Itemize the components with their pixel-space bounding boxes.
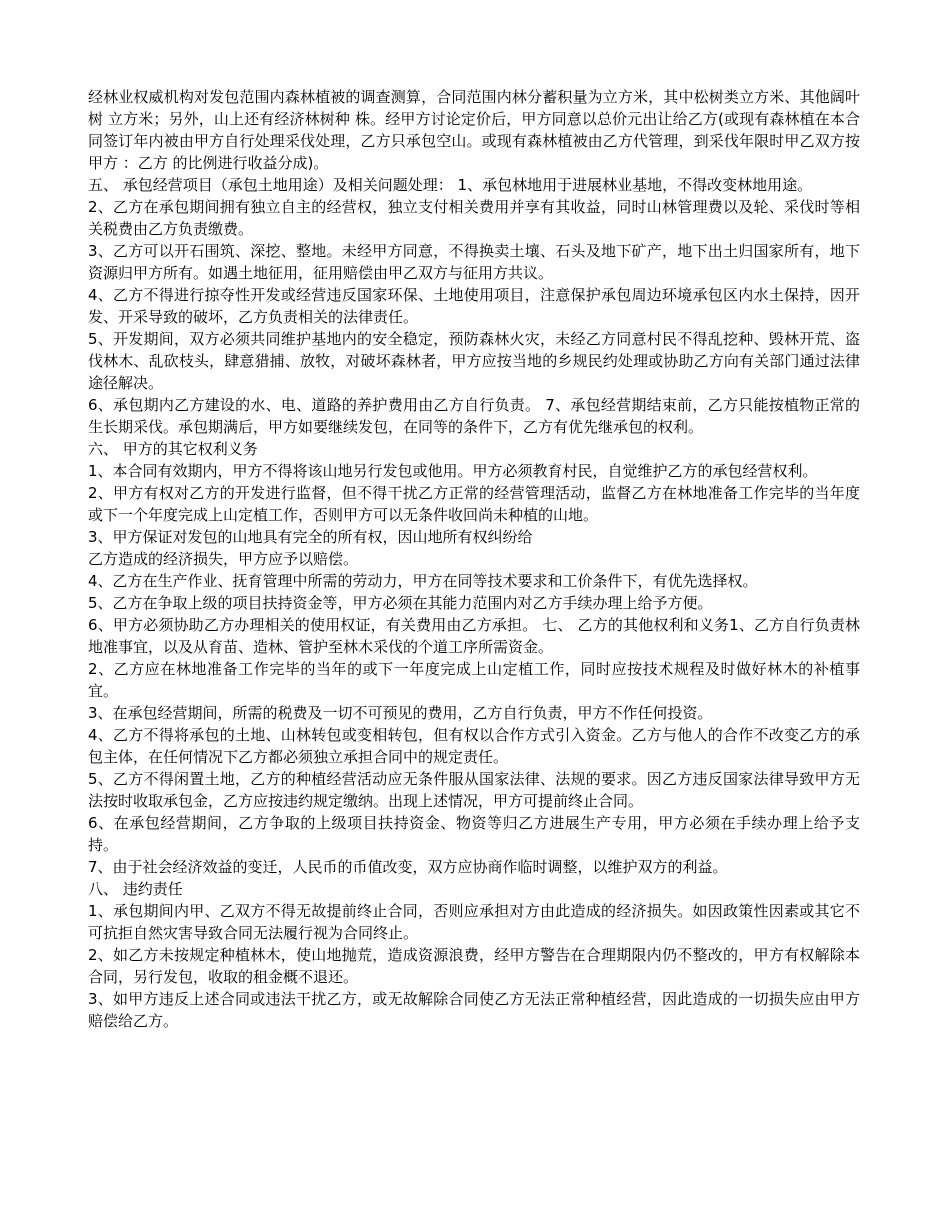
paragraph-section-5-heading: 五、 承包经营项目（承包土地用途）及相关问题处理： 1、承包林地用于进展林业基地，不得改变林地用途。 — [88, 176, 813, 194]
section-8-heading: 八、 违约责任 — [88, 880, 183, 898]
paragraph-forest-valuation: 经林业权威机构对发包范围内森林植被的调查测算，合同范围内林分蓄积量为立方米，其中松树类立方米、其他阔叶树 立方米；另外，山上还有经济林树种 株。经甲方讨论定价后，甲方同意以总价元出让给乙方(或现有森林植在本合同签订年内被由甲方自行处理采伐处理，乙方只承包空山。或现有森林植被由乙方代管理，到采伐年限时甲乙双方按甲方 ：乙方 的比例进行收益分成)。 — [88, 88, 860, 172]
paragraph-7-5: 5、乙方不得闲置土地，乙方的种植经营活动应无条件服从国家法律、法规的要求。因乙方违反国家法律导致甲方无法按时收取承包金，乙方应按违约规定缴纳。出现上述情况，甲方可提前终止合同。 — [88, 770, 860, 810]
paragraph-7-2: 2、乙方应在林地准备工作完毕的当年的或下一年度完成上山定植工作，同时应按技术规程及时做好林木的补植事宜。 — [88, 660, 860, 700]
paragraph-7-3: 3、在承包经营期间，所需的税费及一切不可预见的费用，乙方自行负责，甲方不作任何投资。 — [88, 704, 713, 722]
paragraph-5-4: 4、乙方不得进行掠夺性开发或经营违反国家环保、土地使用项目，注意保护承包周边环境承包区内水土保持，因开发、开采导致的破坏，乙方负责相关的法律责任。 — [88, 286, 860, 326]
paragraph-6-6-section-7: 6、甲方必须协助乙方办理相关的使用权证，有关费用由乙方承担。 七、 乙方的其他权利和义务1、乙方自行负责林地准事宜，以及从育苗、造林、管护至林木采伐的个道工序所需资金。 — [88, 616, 860, 656]
paragraph-7-4: 4、乙方不得将承包的土地、山林转包或变相转包，但有权以合作方式引入资金。乙方与他人的合作不改变乙方的承包主体，在任何情况下乙方都必须独立承担合同中的规定责任。 — [88, 726, 860, 766]
paragraph-5-6-7: 6、承包期内乙方建设的水、电、道路的养护费用由乙方自行负责。 7、承包经营期结束前，乙方只能按植物正常的生长期采伐。承包期满后，甲方如要继续发包，在同等的条件下，乙方有优先继承包的权利。 — [88, 396, 860, 436]
paragraph-6-3-continued: 乙方造成的经济损失，甲方应予以赔偿。 — [88, 550, 359, 568]
paragraph-6-2: 2、甲方有权对乙方的开发进行监督，但不得干扰乙方正常的经营管理活动，监督乙方在林地准备工作完毕的当年度或下一个年度完成上山定植工作，否则甲方可以无条件收回尚未种植的山地。 — [88, 484, 860, 524]
paragraph-6-1: 1、本合同有效期内，甲方不得将该山地另行发包或他用。甲方必须教育村民，自觉维护乙方的承包经营权利。 — [88, 462, 818, 480]
paragraph-6-5: 5、乙方在争取上级的项目扶持资金等，甲方必须在其能力范围内对乙方手续办理上给予方便。 — [88, 594, 713, 612]
paragraph-5-5: 5、开发期间，双方必须共同维护基地内的安全稳定，预防森林火灾，未经乙方同意村民不得乱挖种、毁林开荒、盗伐林木、乱砍枝头，肆意猎捕、放牧，对破坏森林者，甲方应按当地的乡规民约处理或协助乙方向有关部门通过法律途径解决。 — [88, 330, 860, 392]
paragraph-5-2: 2、乙方在承包期间拥有独立自主的经营权，独立支付相关费用并享有其收益，同时山林管理费以及轮、采伐时等相关税费由乙方负责缴费。 — [88, 198, 860, 238]
paragraph-7-6: 6、在承包经营期间，乙方争取的上级项目扶持资金、物资等归乙方进展生产专用，甲方必须在手续办理上给予支持。 — [88, 814, 860, 854]
paragraph-8-1: 1、承包期间内甲、乙双方不得无故提前终止合同，否则应承担对方由此造成的经济损失。如因政策性因素或其它不可抗拒自然灾害导致合同无法履行视为合同终止。 — [88, 902, 860, 942]
section-6-heading: 六、 甲方的其它权利义务 — [88, 440, 258, 458]
paragraph-7-7: 7、由于社会经济效益的变迁，人民币的币值改变，双方应协商作临时调整，以维护双方的利益。 — [88, 858, 728, 876]
paragraph-8-2: 2、如乙方未按规定种植林木，使山地抛荒，造成资源浪费，经甲方警告在合理期限内仍不整改的，甲方有权解除本合同，另行发包，收取的租金概不退还。 — [88, 946, 860, 986]
paragraph-6-3: 3、甲方保证对发包的山地具有完全的所有权，因山地所有权纠纷给 — [88, 528, 533, 546]
document-body — [88, 86, 860, 1032]
paragraph-8-3: 3、如甲方违反上述合同或违法干扰乙方，或无故解除合同使乙方无法正常种植经营，因此造成的一切损失应由甲方赔偿给乙方。 — [88, 990, 860, 1030]
paragraph-5-3: 3、乙方可以开石围筑、深挖、整地。未经甲方同意，不得换卖土壤、石头及地下矿产，地下出土归国家所有，地下资源归甲方所有。如遇土地征用，征用赔偿由甲乙双方与征用方共议。 — [88, 242, 860, 282]
paragraph-6-4: 4、乙方在生产作业、抚育管理中所需的劳动力，甲方在同等技术要求和工价条件下，有优先选择权。 — [88, 572, 758, 590]
